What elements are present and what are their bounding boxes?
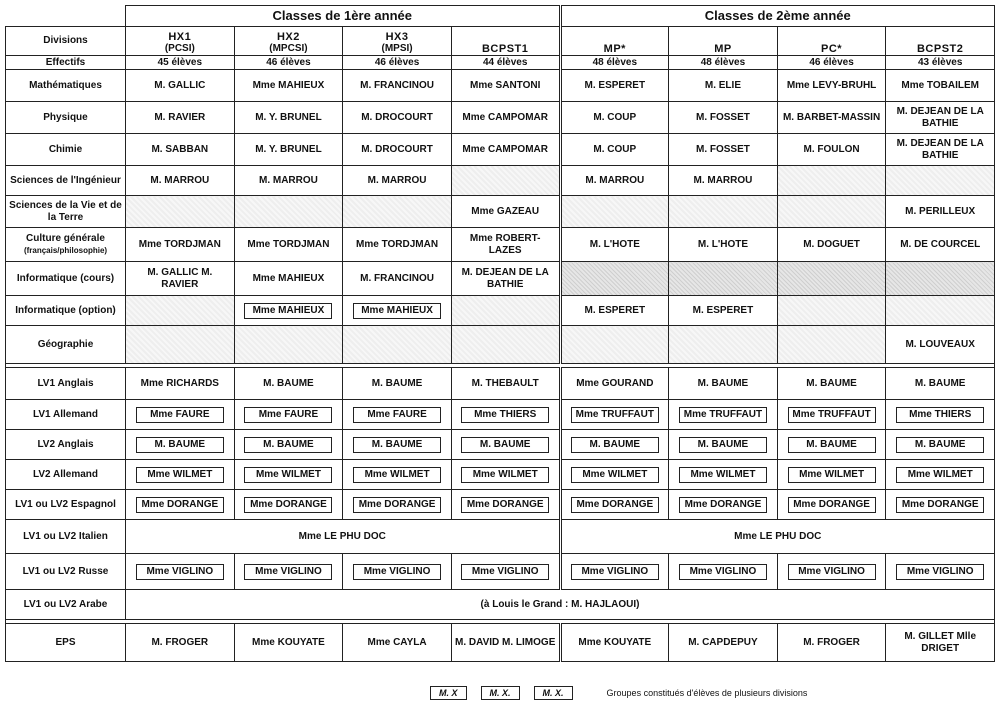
teacher-name: Mme DORANGE <box>461 497 549 513</box>
teacher-cell <box>777 326 886 364</box>
class-effectif: 43 élèves <box>886 56 995 70</box>
teacher-cell <box>451 228 560 262</box>
teacher-cell <box>560 430 669 460</box>
teacher-cell <box>234 102 343 134</box>
teacher-name: Mme MAHIEUX <box>244 303 332 319</box>
class-effectif: 46 élèves <box>234 56 343 70</box>
class-effectif: 45 élèves <box>126 56 235 70</box>
teacher-name: Mme VIGLINO <box>244 564 332 580</box>
teacher-name: M. MARROU <box>585 174 645 186</box>
teacher-cell <box>886 430 995 460</box>
teacher-cell <box>777 460 886 490</box>
teacher-cell <box>777 624 886 662</box>
teacher-cell <box>343 262 452 296</box>
teacher-name: Mme DORANGE <box>896 497 984 513</box>
teacher-name: Mme THIERS <box>896 407 984 423</box>
teachers-table <box>5 5 995 662</box>
teacher-cell <box>560 102 669 134</box>
teacher-cell <box>126 460 235 490</box>
teacher-name: Mme VIGLINO <box>571 564 659 580</box>
teacher-cell <box>886 262 995 296</box>
teacher-cell <box>669 400 778 430</box>
teacher-cell <box>126 368 235 400</box>
teacher-name: M. MARROU <box>258 174 318 186</box>
class-header: BCPST1 <box>451 27 560 56</box>
teacher-name: Mme RICHARDS <box>140 377 219 389</box>
teacher-name: Mme MAHIEUX <box>252 79 325 91</box>
teacher-cell <box>669 166 778 196</box>
teacher-name: M. ESPERET <box>584 79 646 91</box>
teacher-cell <box>234 368 343 400</box>
teacher-name: M. BAUME <box>371 377 423 389</box>
teacher-name: M. DAVID M. LIMOGE <box>455 636 556 648</box>
teacher-name: M. CAPDEPUY <box>688 636 758 648</box>
class-header: PC* <box>777 27 886 56</box>
effectifs-label: Effectifs <box>6 56 126 70</box>
subject-row <box>6 590 995 620</box>
teacher-name: M. BAUME <box>461 437 549 453</box>
subject-row <box>6 490 995 520</box>
teacher-cell <box>777 296 886 326</box>
legend <box>430 686 807 700</box>
teacher-cell <box>343 368 452 400</box>
subject-row <box>6 368 995 400</box>
teacher-name: Mme KOUYATE <box>578 636 652 648</box>
subject-label: LV1 Allemand <box>6 400 126 430</box>
teacher-cell <box>886 134 995 166</box>
teacher-cell: (à Louis le Grand : M. HAJLAOUI) <box>126 590 995 620</box>
teacher-name: Mme TRUFFAUT <box>571 407 659 423</box>
teacher-cell <box>234 490 343 520</box>
teacher-cell <box>777 368 886 400</box>
teacher-name: M. FRANCINOU <box>360 79 434 91</box>
teacher-cell <box>669 296 778 326</box>
teacher-cell <box>343 430 452 460</box>
teacher-name: M. DEJEAN DE LA BATHIE <box>896 137 984 161</box>
teacher-cell <box>560 326 669 364</box>
class-effectif: 48 élèves <box>560 56 669 70</box>
teacher-name: M. FROGER <box>803 636 860 648</box>
legend-text: Groupes constitués d'élèves de plusieurs divisions <box>606 688 808 698</box>
teacher-name: M. RAVIER <box>154 111 206 123</box>
teacher-name: Mme FAURE <box>136 407 224 423</box>
teacher-cell <box>777 430 886 460</box>
teacher-cell <box>777 196 886 228</box>
teacher-cell <box>669 70 778 102</box>
teacher-name: Mme WILMET <box>896 467 984 483</box>
teacher-cell <box>234 624 343 662</box>
teacher-name: M. ESPERET <box>584 304 646 316</box>
subject-label: Informatique (cours) <box>6 262 126 296</box>
class-header: MP* <box>560 27 669 56</box>
teacher-name: M. BAUME <box>679 437 767 453</box>
teacher-cell <box>451 430 560 460</box>
teacher-name: M. L'HOTE <box>697 238 749 250</box>
teacher-name: M. ELIE <box>704 79 741 91</box>
teacher-cell <box>560 624 669 662</box>
teacher-name: M. BAUME <box>353 437 441 453</box>
teacher-name: M. SABBAN <box>151 143 209 155</box>
teacher-cell <box>777 166 886 196</box>
teacher-cell <box>234 196 343 228</box>
teacher-cell <box>451 326 560 364</box>
teacher-name: Mme CAMPOMAR <box>462 143 548 155</box>
teacher-name: M. FOSSET <box>695 111 750 123</box>
teacher-cell <box>126 400 235 430</box>
teacher-cell <box>451 102 560 134</box>
subject-label: LV2 Anglais <box>6 430 126 460</box>
teacher-name: Mme DORANGE <box>353 497 441 513</box>
teacher-name: Mme THIERS <box>461 407 549 423</box>
teacher-cell <box>343 166 452 196</box>
teacher-cell <box>234 70 343 102</box>
class-effectif: 46 élèves <box>343 56 452 70</box>
teacher-cell: Mme LE PHU DOC <box>126 520 561 554</box>
teacher-cell <box>669 262 778 296</box>
teacher-cell <box>560 134 669 166</box>
teacher-cell <box>886 196 995 228</box>
subject-row <box>6 196 995 228</box>
subject-row <box>6 460 995 490</box>
teacher-cell <box>886 400 995 430</box>
teacher-cell <box>560 196 669 228</box>
teacher-name: M. GALLIC <box>154 79 206 91</box>
divisions-label: Divisions <box>6 27 126 56</box>
teacher-name: M. LOUVEAUX <box>905 338 975 350</box>
teacher-name: Mme VIGLINO <box>679 564 767 580</box>
teacher-cell <box>669 102 778 134</box>
teacher-cell <box>451 490 560 520</box>
teacher-cell <box>451 460 560 490</box>
teacher-cell <box>234 460 343 490</box>
teacher-cell <box>669 326 778 364</box>
teacher-cell <box>560 166 669 196</box>
teacher-name: Mme GAZEAU <box>471 205 540 217</box>
teacher-name: Mme VIGLINO <box>136 564 224 580</box>
teacher-cell <box>343 102 452 134</box>
teacher-name: Mme DORANGE <box>571 497 659 513</box>
teacher-cell <box>777 70 886 102</box>
teacher-cell <box>560 262 669 296</box>
teacher-name: M. DOGUET <box>803 238 860 250</box>
teacher-name: Mme GOURAND <box>576 377 654 389</box>
subject-label: Sciences de l'Ingénieur <box>6 166 126 196</box>
teacher-name: M. BAUME <box>806 377 857 389</box>
teacher-cell <box>886 70 995 102</box>
teacher-name: Mme VIGLINO <box>461 564 549 580</box>
teacher-name: Mme WILMET <box>461 467 549 483</box>
subject-row <box>6 296 995 326</box>
teacher-cell <box>451 70 560 102</box>
class-header: MP <box>669 27 778 56</box>
teacher-name: Mme CAYLA <box>367 636 427 648</box>
teacher-cell <box>886 166 995 196</box>
teacher-cell <box>126 326 235 364</box>
teacher-name: Mme FAURE <box>244 407 332 423</box>
teacher-cell <box>343 326 452 364</box>
teacher-cell <box>126 196 235 228</box>
teacher-cell <box>451 400 560 430</box>
teacher-name: Mme MAHIEUX <box>353 303 441 319</box>
teacher-cell <box>451 262 560 296</box>
teacher-name: Mme WILMET <box>679 467 767 483</box>
teacher-name: M. COUP <box>593 111 637 123</box>
class-header: HX2 (MPCSI) <box>234 27 343 56</box>
teacher-cell <box>451 368 560 400</box>
teacher-name: Mme LEVY-BRUHL <box>786 79 877 91</box>
subject-row <box>6 102 995 134</box>
teacher-cell <box>886 102 995 134</box>
teacher-name: M. FROGER <box>151 636 209 648</box>
teacher-name: M. FRANCINOU <box>360 272 434 284</box>
subject-row <box>6 134 995 166</box>
subject-label: LV1 ou LV2 Arabe <box>6 590 126 620</box>
teacher-cell <box>777 228 886 262</box>
teacher-cell <box>234 228 343 262</box>
subject-label: Géographie <box>6 326 126 364</box>
legend-box: M. X. <box>481 686 520 700</box>
teacher-cell <box>886 228 995 262</box>
teacher-cell <box>451 296 560 326</box>
subject-label: LV1 ou LV2 Espagnol <box>6 490 126 520</box>
teacher-name: M. MARROU <box>150 174 210 186</box>
teacher-name: Mme VIGLINO <box>353 564 441 580</box>
teacher-name: M. BAUME <box>244 437 332 453</box>
teacher-cell <box>126 296 235 326</box>
teacher-name: M. L'HOTE <box>589 238 640 250</box>
teacher-cell <box>343 624 452 662</box>
teacher-cell <box>560 490 669 520</box>
teacher-cell <box>669 196 778 228</box>
teacher-name: M. BAUME <box>697 377 749 389</box>
teacher-cell <box>886 554 995 590</box>
teacher-cell <box>669 228 778 262</box>
subject-label: Informatique (option) <box>6 296 126 326</box>
teacher-cell <box>126 166 235 196</box>
legend-box: M. X <box>430 686 467 700</box>
teacher-cell <box>669 554 778 590</box>
teacher-cell <box>126 70 235 102</box>
teacher-cell <box>126 624 235 662</box>
teacher-cell <box>343 490 452 520</box>
teacher-cell <box>234 166 343 196</box>
teacher-cell <box>343 460 452 490</box>
teacher-cell <box>234 296 343 326</box>
teacher-cell <box>669 490 778 520</box>
subject-label: LV1 ou LV2 Italien <box>6 520 126 554</box>
teacher-name: Mme DORANGE <box>244 497 332 513</box>
teacher-cell <box>560 400 669 430</box>
teacher-name: M. DEJEAN DE LA BATHIE <box>461 266 549 290</box>
teacher-name: M. PERILLEUX <box>905 205 976 217</box>
teacher-cell <box>126 430 235 460</box>
teacher-cell <box>560 460 669 490</box>
teacher-cell <box>343 400 452 430</box>
teacher-cell <box>560 296 669 326</box>
teacher-cell <box>451 196 560 228</box>
subject-label: Culture générale (français/philosophie) <box>6 228 126 262</box>
class-effectif: 48 élèves <box>669 56 778 70</box>
subject-label: Mathématiques <box>6 70 126 102</box>
teacher-name: M. GALLIC M. RAVIER <box>147 266 213 290</box>
teacher-name: M. BAUME <box>896 437 984 453</box>
teacher-name: M. ESPERET <box>692 304 754 316</box>
teacher-cell <box>560 554 669 590</box>
teacher-cell <box>234 430 343 460</box>
teacher-cell <box>451 166 560 196</box>
subject-row <box>6 554 995 590</box>
class-header: HX1 (PCSI) <box>126 27 235 56</box>
teacher-cell <box>234 262 343 296</box>
subject-label: LV1 Anglais <box>6 368 126 400</box>
first-year-header: Classes de 1ère année <box>126 6 561 27</box>
teacher-cell <box>669 134 778 166</box>
teacher-name: M. FOSSET <box>695 143 750 155</box>
teacher-name: Mme TORDJMAN <box>247 238 330 250</box>
teacher-cell <box>886 326 995 364</box>
teacher-cell <box>126 262 235 296</box>
teacher-cell <box>669 460 778 490</box>
class-header: HX3 (MPSI) <box>343 27 452 56</box>
teacher-cell <box>777 262 886 296</box>
teacher-cell <box>886 624 995 662</box>
teacher-name: Mme WILMET <box>353 467 441 483</box>
class-effectif: 46 élèves <box>777 56 886 70</box>
teacher-name: M. THEBAULT <box>471 377 539 389</box>
teacher-cell <box>451 624 560 662</box>
teacher-name: M. DROCOURT <box>361 111 433 123</box>
teacher-name: Mme TRUFFAUT <box>679 407 767 423</box>
teacher-name: Mme VIGLINO <box>896 564 984 580</box>
teacher-name: M. DE COURCEL <box>900 238 981 250</box>
subject-row <box>6 430 995 460</box>
subject-label: Sciences de la Vie et de la Terre <box>6 196 126 228</box>
subject-row <box>6 262 995 296</box>
teacher-name: M. FOULON <box>803 143 860 155</box>
teacher-name: M. Y. BRUNEL <box>255 143 322 155</box>
subject-row <box>6 166 995 196</box>
teacher-cell <box>126 490 235 520</box>
teacher-cell <box>669 430 778 460</box>
teacher-name: M. BARBET-MASSIN <box>782 111 881 123</box>
teacher-name: M. DROCOURT <box>361 143 433 155</box>
teacher-cell <box>343 70 452 102</box>
teacher-cell <box>886 460 995 490</box>
teacher-cell <box>560 228 669 262</box>
teacher-cell <box>126 228 235 262</box>
teacher-name: M. Y. BRUNEL <box>255 111 322 123</box>
teacher-name: M. GILLET Mlle DRIGET <box>904 630 977 654</box>
subject-row <box>6 326 995 364</box>
teacher-name: M. DEJEAN DE LA BATHIE <box>896 105 984 129</box>
teacher-cell <box>560 368 669 400</box>
teacher-cell <box>669 368 778 400</box>
teacher-name: M. COUP <box>593 143 637 155</box>
teacher-name: Mme CAMPOMAR <box>462 111 548 123</box>
teacher-name: Mme WILMET <box>571 467 659 483</box>
class-effectif: 44 élèves <box>451 56 560 70</box>
subject-label: LV2 Allemand <box>6 460 126 490</box>
teacher-cell: Mme LE PHU DOC <box>560 520 995 554</box>
teacher-name: Mme MAHIEUX <box>252 272 325 284</box>
teacher-cell <box>560 70 669 102</box>
teacher-cell <box>126 102 235 134</box>
teacher-name: Mme SANTONI <box>469 79 541 91</box>
teacher-cell <box>126 554 235 590</box>
teacher-name: Mme TORDJMAN <box>356 238 439 250</box>
teacher-cell <box>886 368 995 400</box>
teacher-cell <box>343 228 452 262</box>
teacher-name: Mme FAURE <box>353 407 441 423</box>
teacher-name: Mme VIGLINO <box>788 564 876 580</box>
teacher-name: M. MARROU <box>367 174 427 186</box>
legend-box: M. X. <box>534 686 573 700</box>
teacher-cell <box>234 400 343 430</box>
teacher-name: Mme KOUYATE <box>252 636 325 648</box>
teacher-cell <box>669 624 778 662</box>
teacher-name: Mme DORANGE <box>679 497 767 513</box>
subject-row <box>6 228 995 262</box>
teacher-name: Mme TORDJMAN <box>138 238 221 250</box>
teacher-cell <box>234 326 343 364</box>
subject-label: LV1 ou LV2 Russe <box>6 554 126 590</box>
teacher-name: Mme TRUFFAUT <box>788 407 876 423</box>
teacher-cell <box>343 196 452 228</box>
teacher-name: Mme DORANGE <box>788 497 876 513</box>
subject-row <box>6 400 995 430</box>
teacher-name: M. MARROU <box>693 174 753 186</box>
teacher-cell <box>886 296 995 326</box>
teacher-cell <box>343 296 452 326</box>
teacher-cell <box>777 134 886 166</box>
teacher-name: M. BAUME <box>571 437 659 453</box>
teacher-cell <box>234 554 343 590</box>
teacher-name: Mme WILMET <box>136 467 224 483</box>
teacher-cell <box>343 554 452 590</box>
teacher-cell <box>886 490 995 520</box>
teacher-cell <box>451 134 560 166</box>
teacher-name: M. BAUME <box>788 437 876 453</box>
teacher-name: Mme WILMET <box>244 467 332 483</box>
teacher-cell <box>777 554 886 590</box>
teacher-name: Mme WILMET <box>788 467 876 483</box>
second-year-header: Classes de 2ème année <box>560 6 995 27</box>
teacher-name: M. BAUME <box>263 377 314 389</box>
teacher-name: Mme ROBERT-LAZES <box>469 232 541 256</box>
subject-row <box>6 520 995 554</box>
subject-label: Physique <box>6 102 126 134</box>
teacher-name: Mme TOBAILEM <box>901 79 979 91</box>
teacher-cell <box>451 554 560 590</box>
teacher-cell <box>126 134 235 166</box>
teacher-cell <box>343 134 452 166</box>
class-header: BCPST2 <box>886 27 995 56</box>
subject-row <box>6 624 995 662</box>
teacher-cell <box>777 490 886 520</box>
subject-label: EPS <box>6 624 126 662</box>
teacher-name: M. BAUME <box>136 437 224 453</box>
subject-rows <box>6 70 995 662</box>
subject-label: Chimie <box>6 134 126 166</box>
teacher-name: Mme DORANGE <box>136 497 224 513</box>
subject-row <box>6 70 995 102</box>
teacher-cell <box>777 400 886 430</box>
teacher-cell <box>777 102 886 134</box>
teacher-name: M. BAUME <box>914 377 966 389</box>
corner-cell <box>6 6 126 27</box>
teacher-cell <box>234 134 343 166</box>
